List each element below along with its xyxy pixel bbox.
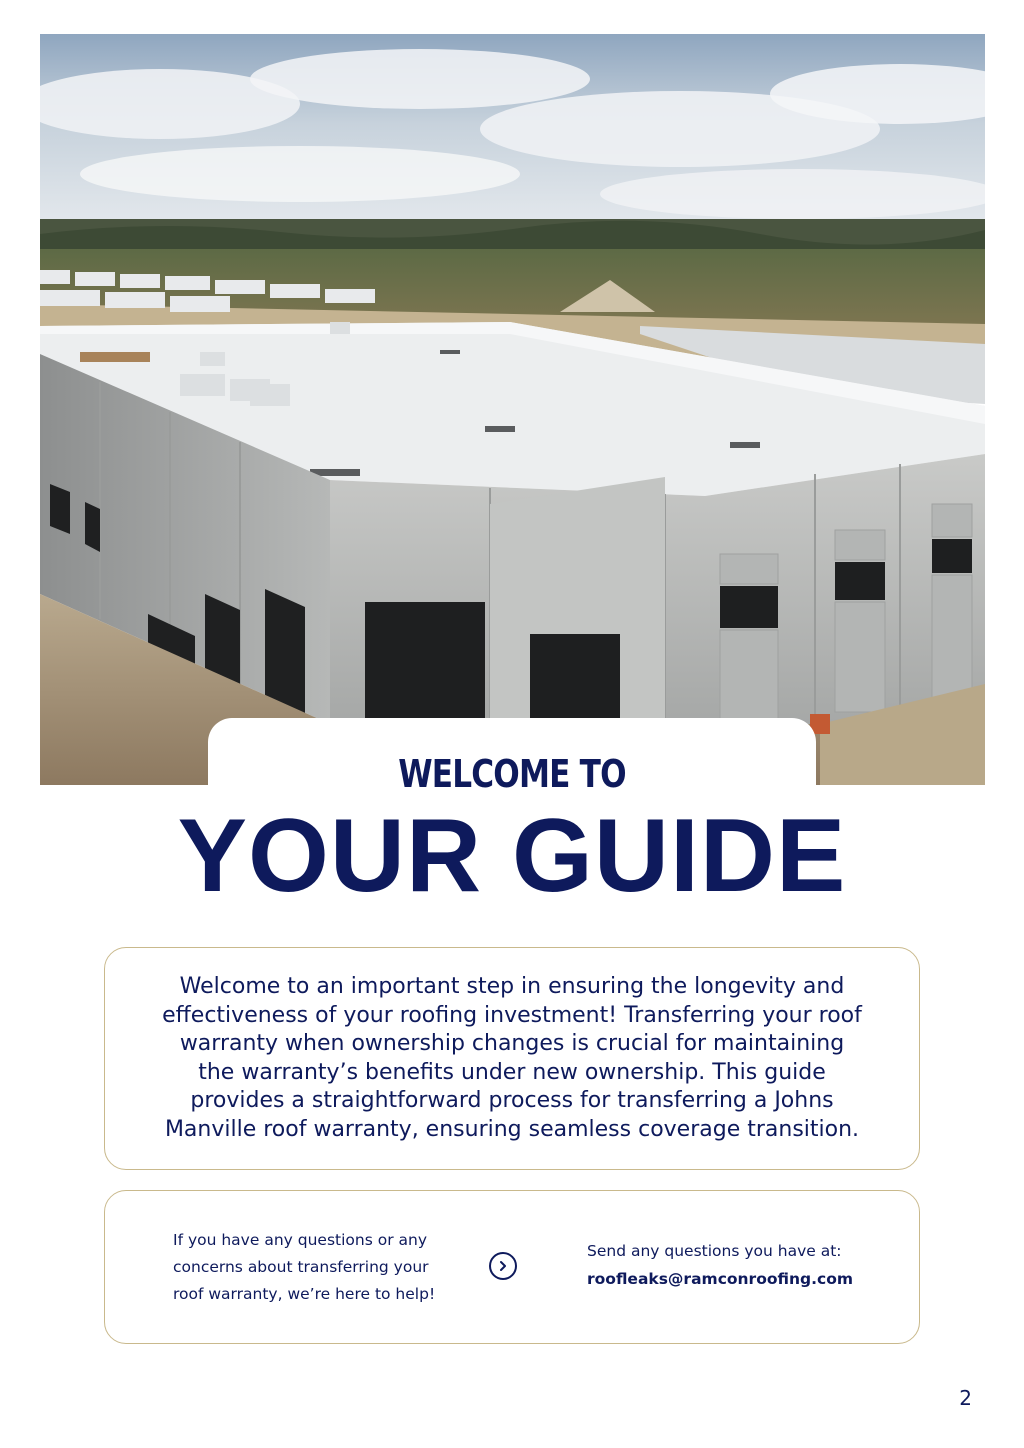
contact-box <box>104 1190 920 1344</box>
hero-image <box>40 34 985 785</box>
page-number: 2 <box>959 1386 972 1410</box>
contact-details <box>587 1237 907 1293</box>
contact-email-link[interactable]: roofleaks@ramconroofing.com <box>587 1270 853 1288</box>
contact-message: If you have any questions or any concerns about transferring your roof warranty, we’re here to help! <box>173 1231 436 1303</box>
chevron-right-circle-icon <box>489 1252 517 1280</box>
heading-kicker: WELCOME TO <box>398 752 626 796</box>
page-title: YOUR GUIDE <box>177 798 847 914</box>
intro-text: Welcome to an important step in ensuring the longevity and effectiveness of your roofing investment! Transferring your roof warranty when ownership changes is crucial for maintaining the warranty’s benefits under new ownership. This guide provides a straightforward process for transferring a Johns Manville roof warranty, ensuring seamless coverage transition. <box>162 974 862 1142</box>
intro-box <box>104 947 920 1170</box>
contact-prompt: Send any questions you have at: <box>587 1242 842 1260</box>
